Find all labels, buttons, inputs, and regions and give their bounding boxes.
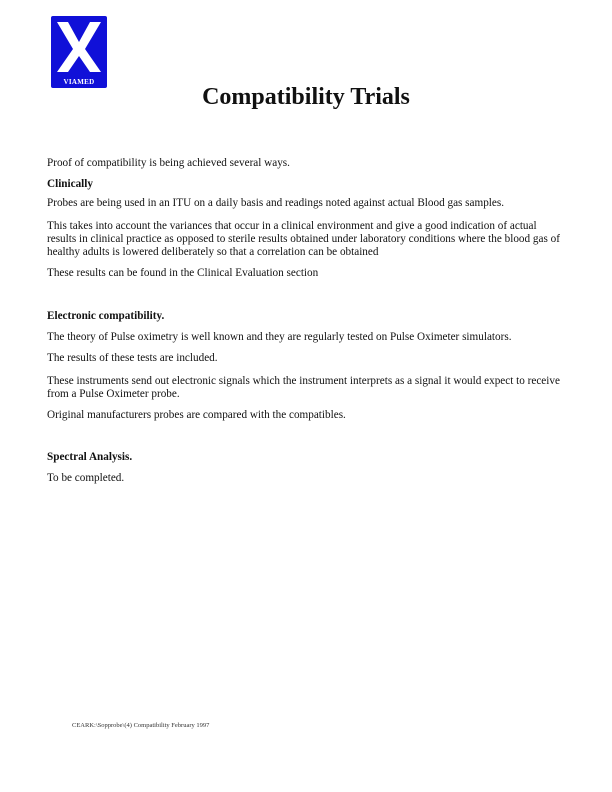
logo-text: VIAMED (63, 78, 95, 86)
footer-text: CEARK:\Sopprobe\(4) Compatibility February 1997 (72, 722, 210, 729)
electronic-paragraph-2: The results of these tests are included. (47, 352, 218, 364)
electronic-paragraph-4: Original manufacturers probes are compared with the compatibles. (47, 409, 346, 421)
section-heading-electronic: Electronic compatibility. (47, 310, 165, 322)
electronic-paragraph-1: The theory of Pulse oximetry is well known and they are regularly tested on Pulse Oximeter simulators. (47, 331, 512, 343)
page-title: Compatibility Trials (202, 84, 410, 110)
clinically-paragraph-2: This takes into account the variances that occur in a clinical environment and give a good indication of actual results in clinical practice as opposed to sterile results obtained under laboratory conditions where the blood gas of healthy adults is lowered deliberately so that a correlation can be obtained (47, 220, 560, 258)
section-heading-clinically: Clinically (47, 178, 93, 190)
intro-text: Proof of compatibility is being achieved several ways. (47, 157, 290, 169)
viamed-logo-mark-icon (51, 16, 107, 76)
clinically-paragraph-3: These results can be found in the Clinical Evaluation section (47, 267, 319, 279)
electronic-paragraph-3: These instruments send out electronic signals which the instrument interprets as a signal it would expect to receive from a Pulse Oximeter probe. (47, 375, 560, 400)
section-heading-spectral: Spectral Analysis. (47, 451, 133, 463)
clinically-paragraph-1: Probes are being used in an ITU on a daily basis and readings noted against actual Blood gas samples. (47, 197, 505, 209)
spectral-paragraph-1: To be completed. (47, 472, 125, 484)
viamed-logo (51, 16, 107, 88)
